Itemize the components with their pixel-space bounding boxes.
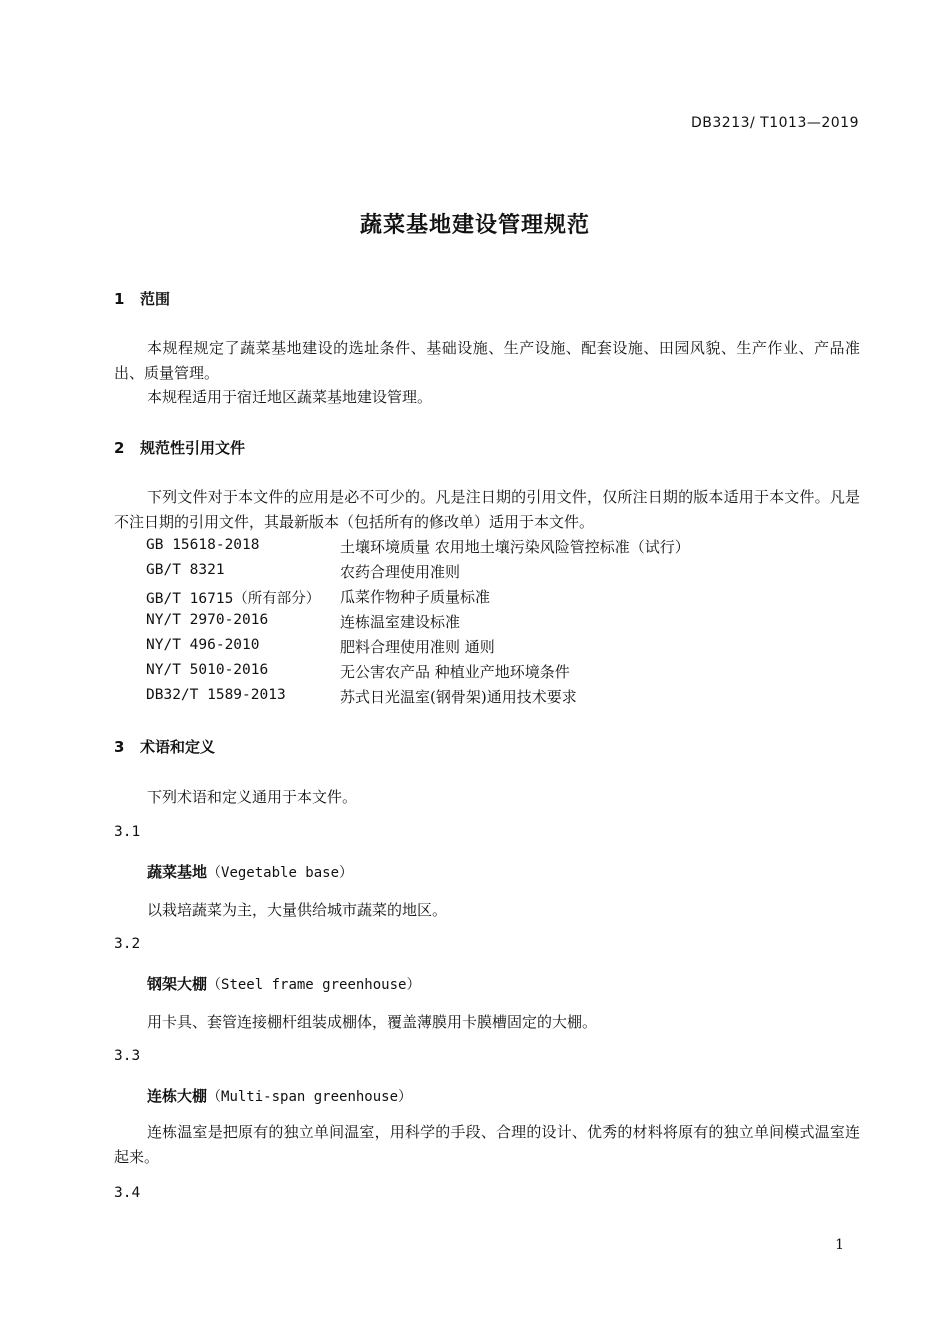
subsection-number: 3.2 xyxy=(114,936,141,952)
term-heading xyxy=(147,1085,412,1106)
reference-title: 肥料合理使用准则 通则 xyxy=(340,638,495,656)
reference-code: GB/T 8321 xyxy=(146,562,225,578)
paragraph-scope: 本规程规定了蔬菜基地建设的选址条件、基础设施、生产设施、配套设施、田园风貌、生产作业、产品准出、质量管理。 xyxy=(114,339,860,382)
term-heading xyxy=(147,973,420,994)
reference-code: NY/T 5010-2016 xyxy=(146,662,269,678)
section-number: 2 xyxy=(114,439,125,457)
reference-title: 土壤环境质量 农用地土壤污染风险管控标准（试行） xyxy=(340,538,690,556)
term-chinese: 蔬菜基地 xyxy=(147,863,208,881)
section-heading-3 xyxy=(114,736,215,757)
subsection-number: 3.3 xyxy=(114,1048,141,1064)
reference-title: 无公害农产品 种植业产地环境条件 xyxy=(340,663,570,681)
term-chinese: 钢架大棚 xyxy=(147,975,208,993)
subsection-number: 3.1 xyxy=(114,824,141,840)
reference-code: NY/T 2970-2016 xyxy=(146,612,269,628)
section-heading-2 xyxy=(114,437,245,458)
reference-title: 农药合理使用准则 xyxy=(340,563,461,581)
term-heading xyxy=(147,861,353,882)
document-title: 蔬菜基地建设管理规范 xyxy=(359,213,590,238)
section-number: 3 xyxy=(114,738,125,756)
document-number: DB3213/ T1013—2019 xyxy=(691,115,859,131)
reference-title: 苏式日光温室(钢骨架)通用技术要求 xyxy=(340,688,577,706)
section-number: 1 xyxy=(114,290,125,308)
reference-code: NY/T 496-2010 xyxy=(146,637,260,653)
paragraph-applicability: 本规程适用于宿迁地区蔬菜基地建设管理。 xyxy=(147,388,433,406)
term-english: （Steel frame greenhouse） xyxy=(207,977,421,993)
reference-title: 连栋温室建设标准 xyxy=(340,613,461,631)
reference-code: DB32/T 1589-2013 xyxy=(146,687,286,703)
reference-code: GB/T 16715（所有部分） xyxy=(146,591,321,607)
paragraph-terms-intro: 下列术语和定义通用于本文件。 xyxy=(147,788,358,806)
section-title: 规范性引用文件 xyxy=(140,439,246,457)
term-definition: 连栋温室是把原有的独立单间温室，用科学的手段、合理的设计、优秀的材料将原有的独立单间模式温室连起来。 xyxy=(114,1123,860,1166)
section-title: 术语和定义 xyxy=(140,738,216,756)
reference-title: 瓜菜作物种子质量标准 xyxy=(340,588,491,606)
section-heading-1 xyxy=(114,288,170,309)
term-definition: 用卡具、套管连接棚杆组装成棚体，覆盖薄膜用卡膜槽固定的大棚。 xyxy=(147,1013,598,1031)
section-title: 范围 xyxy=(140,290,171,308)
term-chinese: 连栋大棚 xyxy=(147,1087,208,1105)
subsection-number: 3.4 xyxy=(114,1185,141,1201)
term-english: （Multi-span greenhouse） xyxy=(207,1089,413,1105)
paragraph-references-intro: 下列文件对于本文件的应用是必不可少的。凡是注日期的引用文件，仅所注日期的版本适用于本文件。凡是不注日期的引用文件，其最新版本（包括所有的修改单）适用于本文件。 xyxy=(114,488,860,531)
term-definition: 以栽培蔬菜为主，大量供给城市蔬菜的地区。 xyxy=(147,901,448,919)
page-number: 1 xyxy=(835,1237,844,1253)
term-english: （Vegetable base） xyxy=(207,865,354,881)
reference-code: GB 15618-2018 xyxy=(146,537,260,553)
